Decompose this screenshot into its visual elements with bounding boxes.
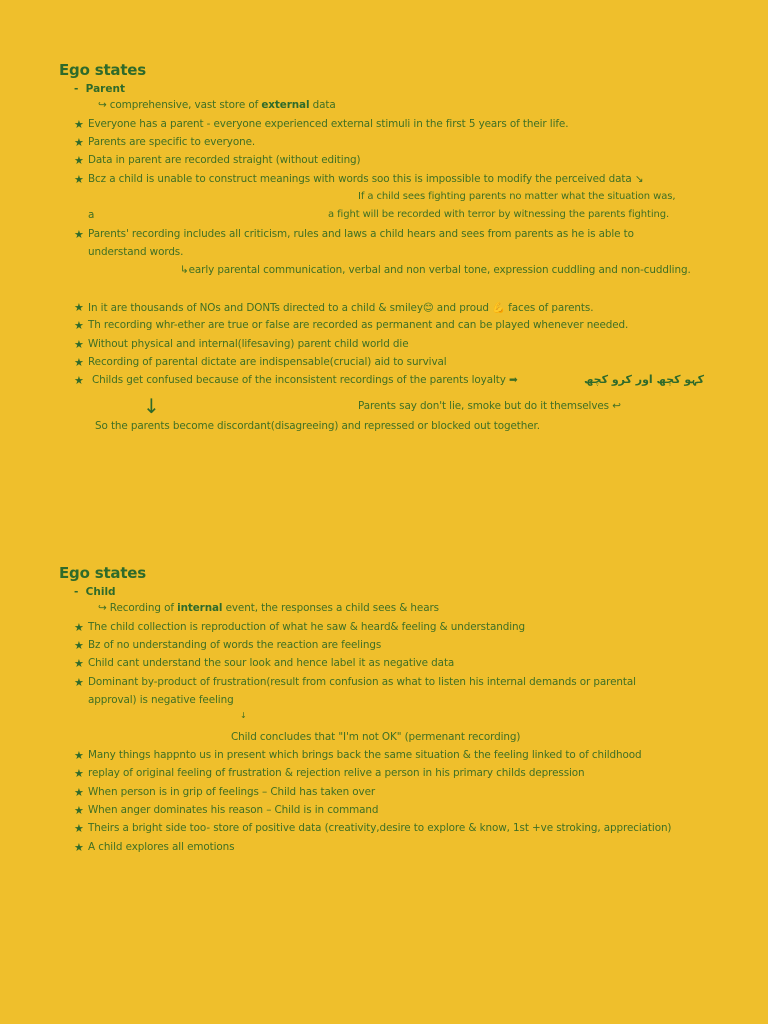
list-item: When person is in grip of feelings – Child has taken over	[88, 786, 376, 798]
list-item: Data in parent are recorded straight (without editing)	[88, 154, 361, 166]
star-icon: ★	[74, 173, 84, 186]
list-item: In it are thousands of NOs and DONTs directed to a child & smiley😊 and proud 💪 faces of parents.	[88, 302, 594, 314]
star-icon: ★	[74, 657, 84, 670]
star-icon: ★	[74, 319, 84, 332]
star-icon: ★	[74, 118, 84, 131]
parents-discordant: So the parents become discordant(disagreeing) and repressed or blocked out together.	[95, 420, 540, 432]
list-item: A child explores all emotions	[88, 841, 235, 853]
arrow-down-icon: ↓	[143, 394, 160, 418]
approval-line: approval) is negative feeling	[88, 694, 234, 706]
list-item: Parents are specific to everyone.	[88, 136, 256, 148]
star-icon: ★	[74, 804, 84, 817]
small-arrow-icon: ↓	[240, 711, 247, 720]
fight-line-1: If a child sees fighting parents no matter what the situation was,	[358, 191, 676, 202]
early-communication: ↳early parental communication, verbal and non verbal tone, expression cuddling and non-cuddling.	[180, 264, 691, 276]
star-icon: ★	[74, 228, 84, 241]
list-item: Bcz a child is unable to construct meanings with words soo this is impossible to modify the perceived data ↘	[88, 173, 644, 185]
list-item: Dominant by-product of frustration(result from confusion as what to listen his internal demands or parental	[88, 676, 636, 688]
list-item: Without physical and internal(lifesaving) parent child world die	[88, 338, 409, 350]
star-icon: ★	[74, 356, 84, 369]
section-subtitle: - Child	[74, 586, 116, 598]
list-item: Th recording whr-ether are true or false are recorded as permanent and can be played whenever needed.	[88, 319, 629, 331]
star-icon: ★	[74, 639, 84, 652]
fight-a: a	[88, 209, 95, 221]
child-concludes: Child concludes that "I'm not OK" (permenant recording)	[231, 731, 521, 743]
star-icon: ★	[74, 676, 84, 689]
star-icon: ★	[74, 786, 84, 799]
section-title: Ego states	[59, 61, 147, 79]
star-icon: ★	[74, 154, 84, 167]
star-icon: ★	[74, 136, 84, 149]
section-title: Ego states	[59, 564, 147, 582]
list-item: Childs get confused because of the inconsistent recordings of the parents loyalty ➡	[92, 374, 518, 386]
star-icon: ★	[74, 822, 84, 835]
list-item: Theirs a bright side too- store of positive data (creativity,desire to explore & know, 1st +ve stroking, appreciation)	[88, 822, 672, 834]
parents-say: Parents say don't lie, smoke but do it themselves ↩	[358, 400, 621, 412]
star-icon: ★	[74, 841, 84, 854]
list-item: When anger dominates his reason – Child is in command	[88, 804, 379, 816]
list-item: The child collection is reproduction of what he saw & heard& feeling & understanding	[88, 621, 525, 633]
list-item: Everyone has a parent - everyone experienced external stimuli in the first 5 years of their life.	[88, 118, 569, 130]
star-icon: ★	[74, 338, 84, 351]
star-icon: ★	[74, 767, 84, 780]
understand-words: understand words.	[88, 246, 184, 258]
list-item: Recording of parental dictate are indispensable(crucial) aid to survival	[88, 356, 447, 368]
intro-line: ↪ Recording of internal event, the responses a child sees & hears	[98, 602, 439, 614]
star-icon: ★	[74, 374, 84, 387]
section-subtitle: - Parent	[74, 83, 125, 95]
list-item: Bz of no understanding of words the reaction are feelings	[88, 639, 382, 651]
star-icon: ★	[74, 301, 84, 314]
list-item: Many things happnto us in present which brings back the same situation & the feeling linked to of childhood	[88, 749, 642, 761]
star-icon: ★	[74, 621, 84, 634]
list-item: Parents' recording includes all criticism, rules and laws a child hears and sees from parents as he is able to	[88, 228, 634, 240]
list-item: Child cant understand the sour look and hence label it as negative data	[88, 657, 455, 669]
fight-line-2: a fight will be recorded with terror by witnessing the parents fighting.	[328, 209, 670, 220]
urdu-phrase: کہو کچھ اور کرو کچھ	[584, 373, 705, 386]
intro-line: ↪ comprehensive, vast store of external data	[98, 99, 336, 111]
list-item: replay of original feeling of frustration & rejection relive a person in his primary childs depression	[88, 767, 585, 779]
star-icon: ★	[74, 749, 84, 762]
